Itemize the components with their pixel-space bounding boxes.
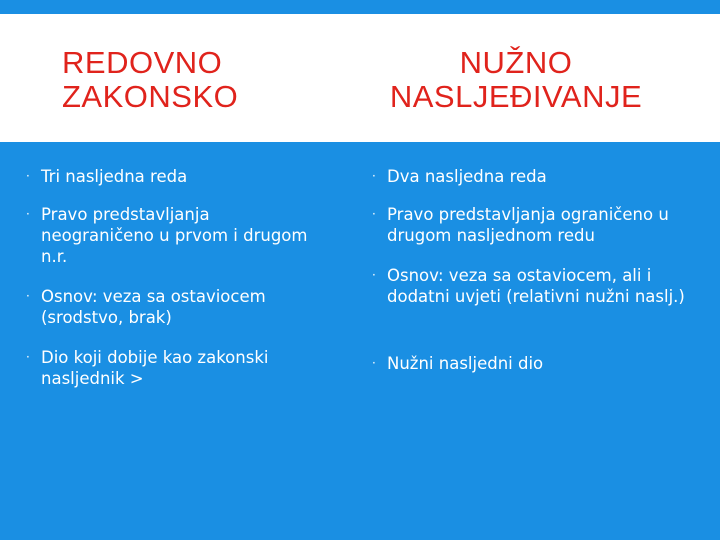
list-item-text: Dio koji dobije kao zakonski nasljednik > xyxy=(41,348,269,388)
list-item-text: Pravo predstavljanja neograničeno u prvom i drugom n.r. xyxy=(41,205,308,266)
list-item xyxy=(372,265,692,307)
list-item-text: Dva nasljedna reda xyxy=(387,167,547,186)
bullet-icon: · xyxy=(372,356,376,370)
bullet-icon: · xyxy=(372,207,376,221)
list-item xyxy=(26,347,326,389)
list-item-text: Osnov: veza sa ostaviocem, ali i dodatni uvjeti (relativni nužni naslj.) xyxy=(387,266,685,306)
list-item-text: Tri nasljedna reda xyxy=(41,167,188,186)
list-item xyxy=(26,166,326,187)
list-item-text: Nužni nasljedni dio xyxy=(387,354,544,373)
list-item-text: Osnov: veza sa ostaviocem (srodstvo, brak) xyxy=(41,287,266,327)
list-item xyxy=(372,166,692,187)
list-item xyxy=(26,286,326,328)
top-accent-strip xyxy=(0,0,720,14)
list-item xyxy=(372,204,692,246)
right-column-list xyxy=(372,166,692,374)
bullet-icon: · xyxy=(26,289,30,303)
list-item xyxy=(372,353,692,374)
left-column-list xyxy=(26,166,326,389)
list-item-text: Pravo predstavljanja ograničeno u drugom nasljednom redu xyxy=(387,205,669,245)
bullet-icon: · xyxy=(26,207,30,221)
heading-redovno-zakonsko: REDOVNO ZAKONSKO xyxy=(62,45,239,114)
heading-nuzno-nasljedivanje: NUŽNO NASLJEĐIVANJE xyxy=(389,45,643,114)
bullet-icon: · xyxy=(26,350,30,364)
bullet-icon: · xyxy=(372,169,376,183)
list-item xyxy=(26,204,326,267)
bullet-icon: · xyxy=(26,169,30,183)
bullet-icon: · xyxy=(372,268,376,282)
